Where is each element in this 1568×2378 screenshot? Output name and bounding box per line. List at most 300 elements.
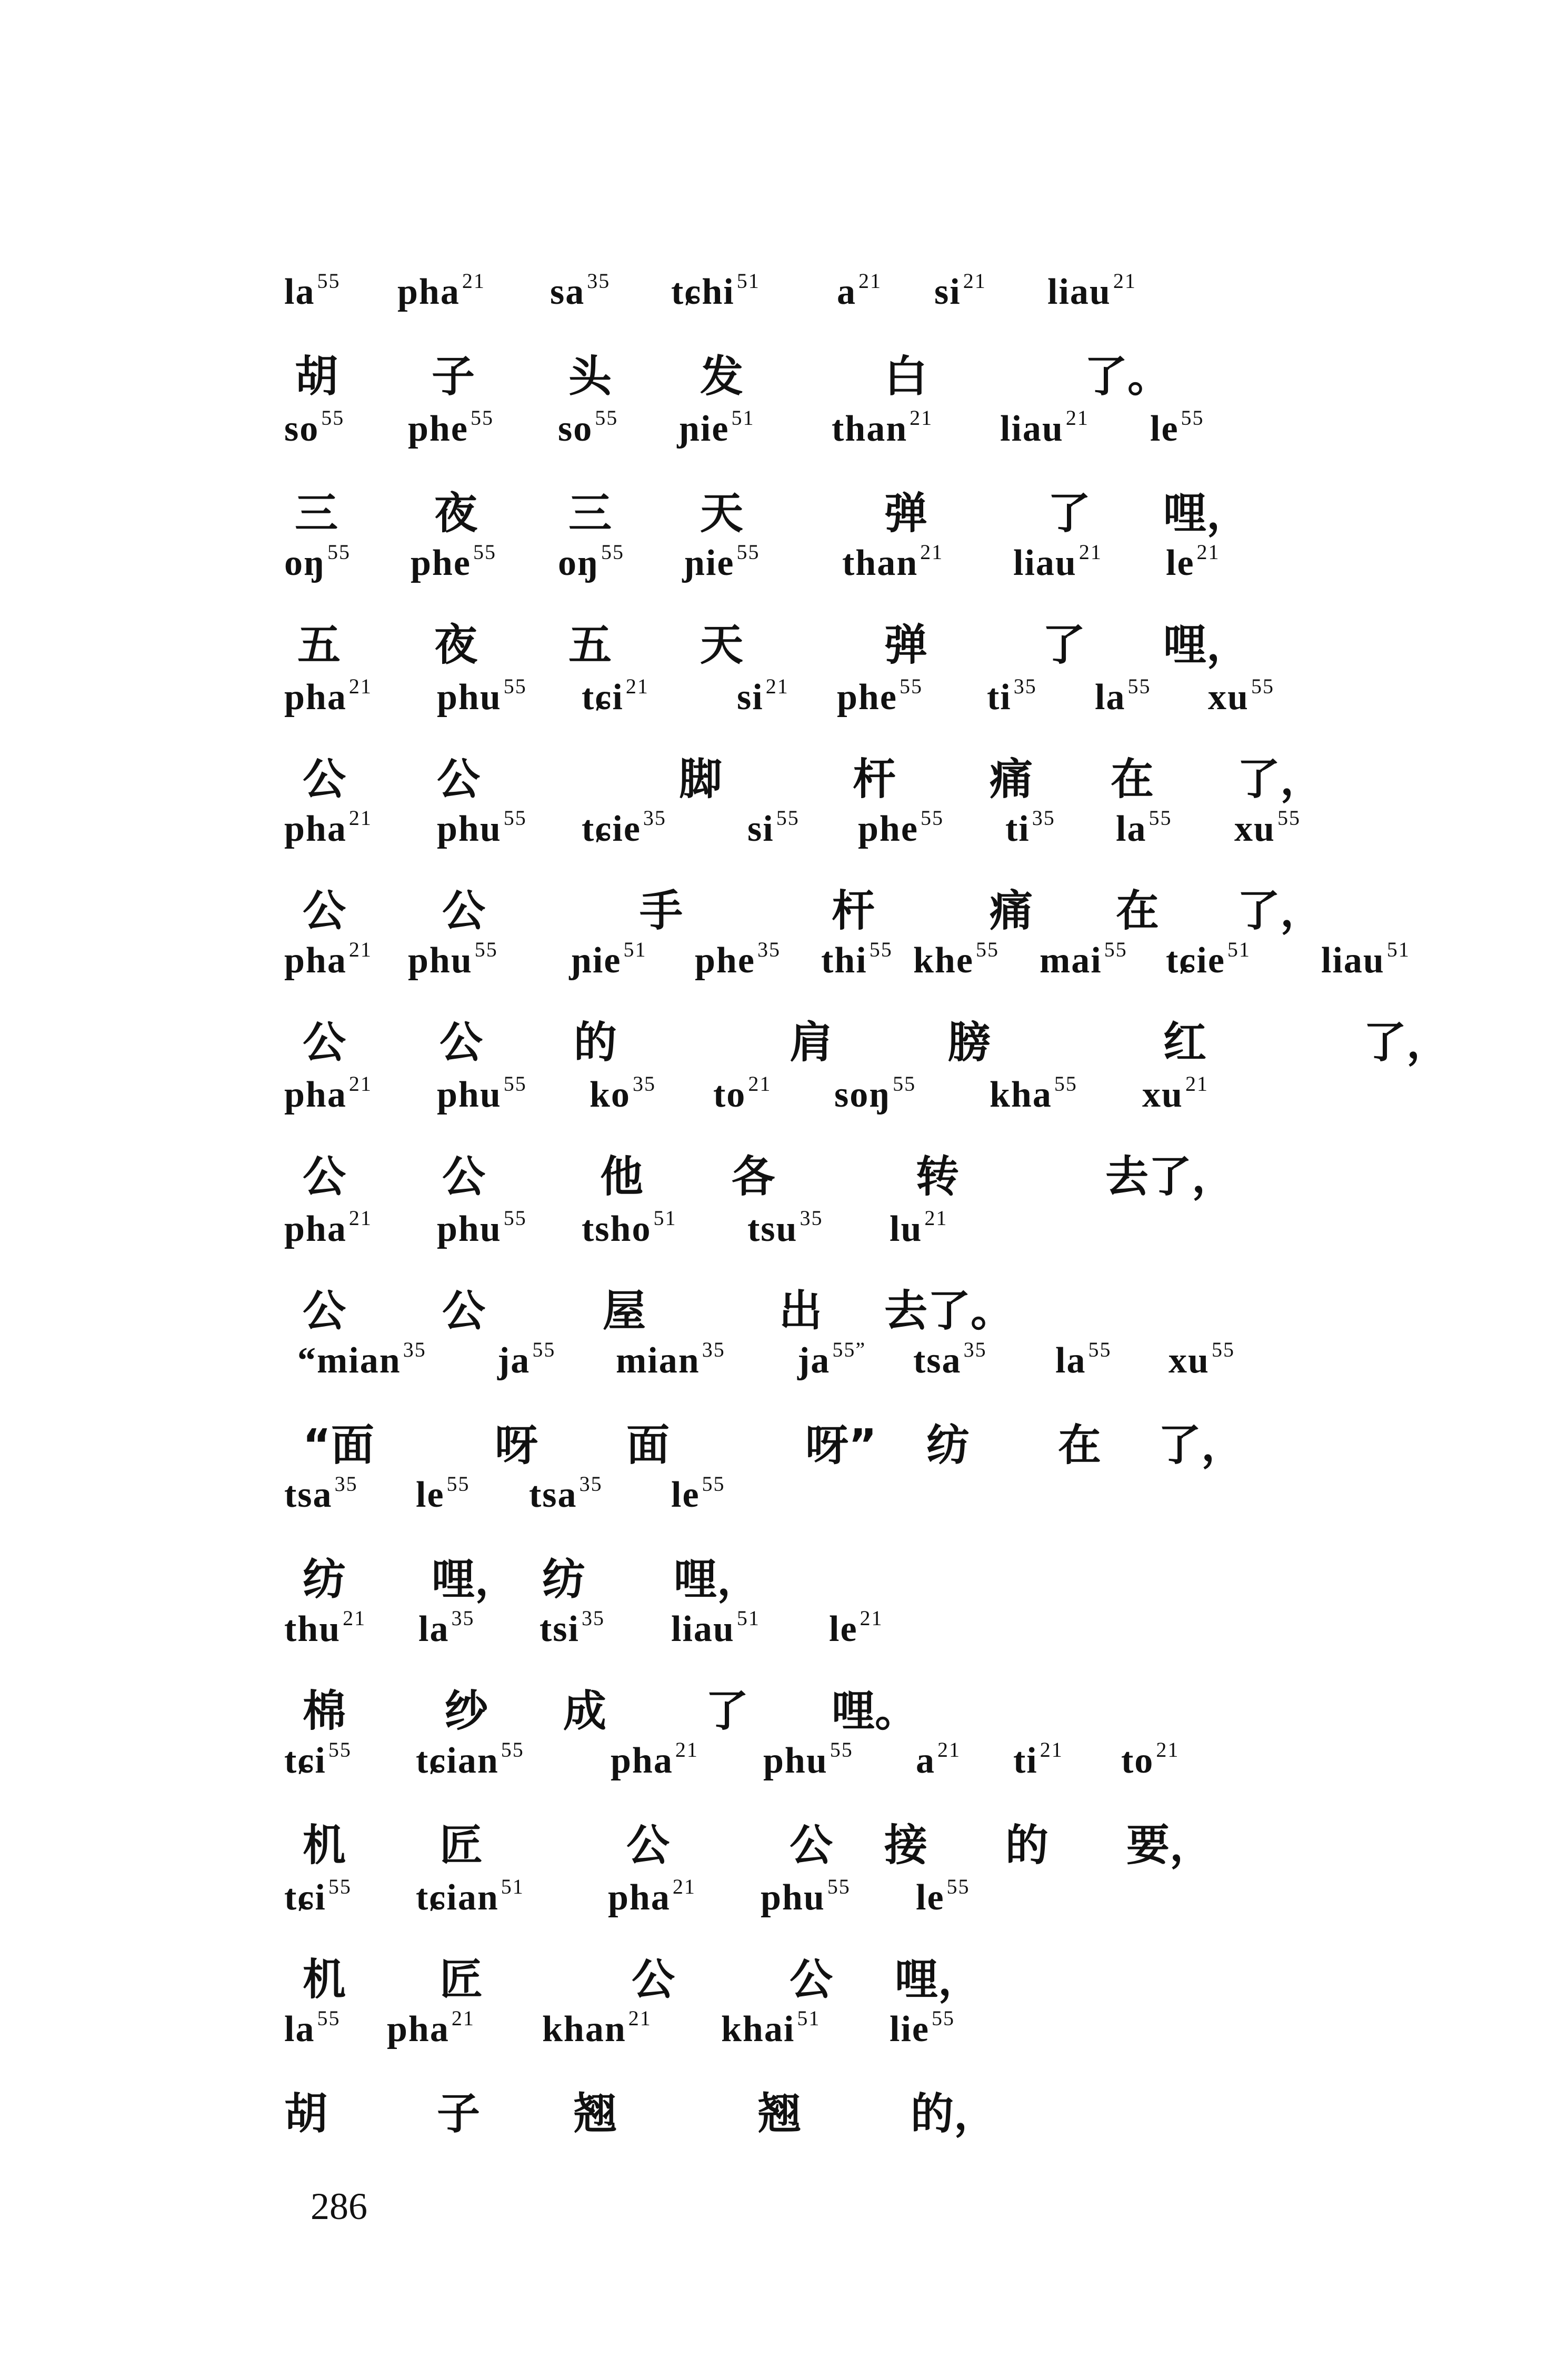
syllable xyxy=(590,1071,656,1116)
tone-number: 55 xyxy=(946,1875,970,1898)
tone-number: 55 xyxy=(702,1472,725,1496)
tone-number: 55 xyxy=(321,406,345,430)
gloss-word: 脚 xyxy=(679,754,723,804)
tone-number: 21 xyxy=(451,2006,475,2030)
syllable xyxy=(1150,405,1204,450)
tone-number: 55 xyxy=(503,674,527,698)
syllable xyxy=(284,540,351,584)
gloss-word: 手 xyxy=(640,886,683,936)
tone-number: 55 xyxy=(1104,938,1127,961)
tone-number: 51 xyxy=(653,1206,677,1230)
syllable-text: ɲie xyxy=(679,409,730,449)
syllable xyxy=(987,674,1037,719)
tone-number: 35 xyxy=(334,1472,358,1496)
syllable-text: xu xyxy=(1208,677,1249,718)
syllable-text: so xyxy=(284,409,319,449)
syllable xyxy=(284,1737,352,1782)
gloss-word: 纺 xyxy=(542,1555,586,1605)
syllable-text: tɕie xyxy=(1166,940,1225,981)
gloss-word: 发 xyxy=(700,352,744,402)
syllable-text: phu xyxy=(437,1074,502,1115)
gloss-word: 哩， xyxy=(674,1555,761,1605)
tone-number: 55 xyxy=(317,269,341,293)
syllable xyxy=(858,805,944,850)
syllable xyxy=(497,1337,555,1382)
gloss-word: 公 xyxy=(303,1152,346,1202)
tone-number: 55 xyxy=(503,1206,527,1230)
syllable-text: liau xyxy=(1000,409,1064,449)
syllable-text: ja xyxy=(497,1340,531,1381)
tone-number: 55 xyxy=(503,806,527,830)
gloss-word: 子 xyxy=(437,2089,481,2139)
tone-number: 55 xyxy=(1054,1072,1077,1096)
syllable-text: phu xyxy=(437,809,502,849)
tone-number: 35 xyxy=(757,938,781,961)
syllable xyxy=(1168,1337,1235,1382)
syllable xyxy=(1321,937,1410,982)
gloss-word: 了 xyxy=(1042,620,1086,670)
syllable-text: tsi xyxy=(540,1609,580,1649)
syllable-text: si xyxy=(747,809,774,849)
gloss-word: 公 xyxy=(303,754,346,804)
syllable xyxy=(1234,805,1301,850)
syllable xyxy=(284,674,372,719)
gloss-word: 了。 xyxy=(1084,352,1171,402)
syllable xyxy=(832,405,933,450)
tone-number: 21 xyxy=(625,674,649,698)
syllable xyxy=(684,540,760,584)
gloss-word: 弹 xyxy=(884,489,928,539)
gloss-word: 天 xyxy=(700,489,744,539)
syllable xyxy=(763,1737,853,1782)
tone-number: 21 xyxy=(858,269,882,293)
syllable-text: tɕi xyxy=(284,1740,326,1781)
syllable xyxy=(1005,805,1055,850)
syllable-text: tsho xyxy=(582,1209,652,1249)
syllable-text: so xyxy=(558,409,593,449)
syllable xyxy=(437,805,527,850)
gloss-word: 白 xyxy=(884,352,928,402)
gloss-word: 头 xyxy=(568,352,612,402)
syllable-text: pha xyxy=(284,1074,347,1115)
syllable xyxy=(1208,674,1274,719)
gloss-word: 的 xyxy=(574,1018,617,1068)
syllable xyxy=(284,2006,340,2051)
gloss-word: 公 xyxy=(790,1820,833,1870)
syllable-text: la xyxy=(284,2009,315,2049)
tone-number: 21 xyxy=(860,1606,883,1630)
syllable xyxy=(890,1206,947,1250)
gloss-word: 了 xyxy=(705,1686,749,1736)
syllable xyxy=(934,268,986,313)
syllable xyxy=(542,2006,652,2051)
tone-number: 51 xyxy=(736,1606,760,1630)
gloss-word: 公 xyxy=(632,1955,675,2005)
syllable-text: phu xyxy=(408,940,473,981)
syllable-text: thu xyxy=(284,1609,341,1649)
syllable-text: le xyxy=(1166,543,1195,583)
gloss-word: 哩。 xyxy=(832,1686,918,1736)
syllable xyxy=(284,805,372,850)
tone-number: 21 xyxy=(765,674,789,698)
tone-number: 35 xyxy=(582,1606,605,1630)
tone-number: 35 xyxy=(587,269,611,293)
tone-number: 55 xyxy=(470,406,494,430)
gloss-word: 机 xyxy=(303,1955,346,2005)
tone-number: 51 xyxy=(797,2006,821,2030)
tone-number: 55 xyxy=(328,1738,352,1762)
syllable-text: oŋ xyxy=(284,543,325,583)
syllable xyxy=(616,1337,725,1382)
tone-number: 35 xyxy=(451,1606,475,1630)
syllable-text: a xyxy=(837,272,856,312)
tone-number: 51 xyxy=(731,406,755,430)
gloss-word: 三 xyxy=(295,489,338,539)
syllable-text: phe xyxy=(408,409,468,449)
tone-number: 55 xyxy=(1211,1338,1235,1361)
gloss-word: 天 xyxy=(700,620,744,670)
tone-number: 55 xyxy=(601,540,624,564)
syllable-text: la xyxy=(284,272,315,312)
gloss-word: 公 xyxy=(303,886,346,936)
syllable xyxy=(1013,540,1102,584)
syllable-text: la xyxy=(1116,809,1147,849)
tone-number: 55 xyxy=(474,938,498,961)
gloss-word: 公 xyxy=(442,1152,486,1202)
tone-number: 55 xyxy=(975,938,999,961)
tone-number: 55 xyxy=(446,1472,470,1496)
tone-number: 21 xyxy=(628,2006,652,2030)
syllable-text: pha xyxy=(284,1209,347,1249)
gloss-word: 屋 xyxy=(603,1286,646,1336)
syllable-text: pha xyxy=(284,809,347,849)
gloss-word: 接 xyxy=(884,1820,928,1870)
syllable xyxy=(671,1471,725,1516)
syllable-text: le xyxy=(416,1475,445,1515)
gloss-word: 呀 xyxy=(495,1420,538,1470)
tone-number: 21 xyxy=(1185,1072,1209,1096)
syllable xyxy=(284,1206,372,1250)
gloss-word: 了 xyxy=(1047,489,1091,539)
syllable-text: la xyxy=(418,1609,450,1649)
tone-number: 21 xyxy=(1196,540,1220,564)
syllable xyxy=(1116,805,1172,850)
tone-number: 55 xyxy=(1251,674,1274,698)
syllable-text: mai xyxy=(1040,940,1102,981)
syllable-text: lie xyxy=(890,2009,930,2049)
gloss-word: 在 xyxy=(1058,1420,1102,1470)
syllable-text: lu xyxy=(890,1209,923,1249)
syllable xyxy=(416,1471,470,1516)
tone-number: 51 xyxy=(736,269,760,293)
syllable-text: pha xyxy=(611,1740,673,1781)
gloss-word: 棉 xyxy=(303,1686,346,1736)
gloss-word: 在 xyxy=(1111,754,1154,804)
tone-number: 21 xyxy=(1040,1738,1063,1762)
gloss-word: 要， xyxy=(1126,1820,1213,1870)
syllable-text: la xyxy=(1095,677,1126,718)
gloss-word: 哩， xyxy=(432,1555,518,1605)
syllable-text: phe xyxy=(837,677,897,718)
tone-number: 51 xyxy=(1386,938,1410,961)
syllable xyxy=(416,1737,524,1782)
gloss-word: 痛 xyxy=(990,886,1033,936)
tone-number: 55 xyxy=(532,1338,556,1361)
syllable xyxy=(913,937,999,982)
tone-number: 35 xyxy=(403,1338,426,1361)
syllable-text: khe xyxy=(913,940,974,981)
syllable xyxy=(671,268,760,313)
syllable-text: phu xyxy=(437,677,502,718)
tone-number: 55 xyxy=(869,938,893,961)
gloss-word: 成 xyxy=(563,1686,607,1736)
tone-number: 55 xyxy=(899,674,923,698)
gloss-word: 三 xyxy=(568,489,612,539)
tone-number: 21 xyxy=(348,674,372,698)
gloss-word: 的 xyxy=(1005,1820,1049,1870)
syllable xyxy=(437,674,527,719)
syllable xyxy=(408,937,498,982)
syllable-text: tɕhi xyxy=(671,272,735,312)
tone-number: 35 xyxy=(702,1338,725,1361)
gloss-word: 了， xyxy=(1237,886,1324,936)
gloss-word: 去了。 xyxy=(884,1286,1014,1336)
syllable-text: ti xyxy=(1013,1740,1038,1781)
syllable-text: tsa xyxy=(284,1475,333,1515)
tone-number: 21 xyxy=(675,1738,698,1762)
syllable xyxy=(1166,540,1220,584)
syllable-text: la xyxy=(1055,1340,1086,1381)
tone-number: 55 xyxy=(473,540,496,564)
syllable xyxy=(284,1071,372,1116)
gloss-word: 匠 xyxy=(440,1955,483,2005)
syllable xyxy=(837,674,923,719)
syllable xyxy=(582,805,666,850)
syllable xyxy=(284,937,372,982)
gloss-word: 纺 xyxy=(303,1555,346,1605)
syllable-text: phe xyxy=(411,543,471,583)
syllable-text: liau xyxy=(1013,543,1077,583)
gloss-word: 夜 xyxy=(434,620,478,670)
tone-number: 21 xyxy=(910,406,933,430)
syllable-text: thi xyxy=(821,940,867,981)
tone-number: 55 xyxy=(736,540,760,564)
syllable-text: liau xyxy=(1321,940,1385,981)
syllable xyxy=(990,1071,1077,1116)
syllable xyxy=(821,937,893,982)
tone-number: 55 xyxy=(893,1072,916,1096)
syllable-text: tɕi xyxy=(284,1877,326,1918)
syllable xyxy=(297,1337,426,1382)
syllable xyxy=(737,674,789,719)
tone-number: 21 xyxy=(348,938,372,961)
gloss-word: 胡 xyxy=(284,2089,328,2139)
gloss-word: 各 xyxy=(732,1152,775,1202)
syllable xyxy=(284,405,344,450)
gloss-word: 出 xyxy=(779,1286,823,1336)
syllable-text: phu xyxy=(437,1209,502,1249)
gloss-word: 了， xyxy=(1158,1420,1245,1470)
syllable-text: ti xyxy=(1005,809,1030,849)
syllable-text: tɕian xyxy=(416,1740,499,1781)
tone-number: 55 xyxy=(1127,674,1151,698)
gloss-word: 公 xyxy=(437,754,481,804)
syllable-text: soŋ xyxy=(834,1074,891,1115)
syllable-text: si xyxy=(737,677,764,718)
syllable xyxy=(747,1206,823,1250)
syllable xyxy=(418,1606,474,1650)
gloss-word: 公 xyxy=(442,1286,486,1336)
tone-number: 21 xyxy=(920,540,944,564)
tone-number: 55 xyxy=(503,1072,527,1096)
tone-number: 55 xyxy=(1148,806,1172,830)
syllable-text: pha xyxy=(397,272,460,312)
tone-number: 21 xyxy=(348,1072,372,1096)
tone-number: 21 xyxy=(462,269,485,293)
syllable xyxy=(890,2006,955,2051)
tone-number: 21 xyxy=(1113,269,1136,293)
syllable-text: pha xyxy=(608,1877,671,1918)
tone-number: 55 xyxy=(595,406,618,430)
syllable xyxy=(582,1206,676,1250)
gloss-word: 翘 xyxy=(574,2089,617,2139)
syllable xyxy=(713,1071,771,1116)
syllable xyxy=(747,805,800,850)
syllable xyxy=(416,1874,524,1919)
syllable xyxy=(411,540,496,584)
syllable xyxy=(916,1737,961,1782)
syllable xyxy=(571,937,646,982)
syllable-text: liau xyxy=(1047,272,1111,312)
tone-number: 55 xyxy=(317,2006,341,2030)
syllable xyxy=(550,268,610,313)
syllable-text: ja xyxy=(797,1340,831,1381)
syllable-text: khai xyxy=(721,2009,795,2049)
syllable xyxy=(408,405,494,450)
gloss-word: 翘 xyxy=(758,2089,802,2139)
syllable-text: le xyxy=(829,1609,858,1649)
syllable-text: pha xyxy=(387,2009,450,2049)
syllable xyxy=(671,1606,760,1650)
syllable xyxy=(1013,1737,1063,1782)
syllable-text: phe xyxy=(695,940,755,981)
tone-number: 55 xyxy=(920,806,944,830)
syllable xyxy=(829,1606,883,1650)
gloss-word: 的， xyxy=(911,2089,997,2139)
tone-number: 55 xyxy=(830,1738,853,1762)
tone-number: 35 xyxy=(963,1338,987,1361)
syllable xyxy=(284,1471,358,1516)
gloss-word: 杆 xyxy=(853,754,896,804)
syllable-text: xu xyxy=(1142,1074,1183,1115)
syllable xyxy=(437,1071,527,1116)
syllable xyxy=(761,1874,851,1919)
tone-number: 35 xyxy=(1032,806,1055,830)
tone-number: 55” xyxy=(832,1338,866,1361)
syllable xyxy=(558,405,618,450)
tone-number: 21 xyxy=(748,1072,772,1096)
gloss-word: 公 xyxy=(440,1018,483,1068)
gloss-word: 公 xyxy=(790,1955,833,2005)
syllable xyxy=(387,2006,475,2051)
tone-number: 21 xyxy=(937,1738,961,1762)
syllable-text: le xyxy=(916,1877,945,1918)
tone-number: 55 xyxy=(827,1875,851,1898)
syllable-text: tsa xyxy=(529,1475,577,1515)
gloss-word: 纱 xyxy=(445,1686,488,1736)
syllable xyxy=(611,1737,698,1782)
syllable-text: pha xyxy=(284,677,347,718)
syllable xyxy=(913,1337,987,1382)
gloss-word: 纺 xyxy=(926,1420,970,1470)
syllable xyxy=(797,1337,866,1382)
syllable xyxy=(1142,1071,1209,1116)
syllable xyxy=(916,1874,970,1919)
syllable-text: oŋ xyxy=(558,543,599,583)
gloss-word: 他 xyxy=(600,1152,644,1202)
syllable xyxy=(608,1874,696,1919)
syllable xyxy=(284,268,340,313)
tone-number: 21 xyxy=(348,806,372,830)
syllable-text: than xyxy=(832,409,908,449)
syllable xyxy=(1047,268,1136,313)
syllable-text: le xyxy=(671,1475,700,1515)
syllable-text: si xyxy=(934,272,961,312)
gloss-word: 公 xyxy=(303,1286,346,1336)
syllable-text: sa xyxy=(550,272,585,312)
syllable-text: xu xyxy=(1234,809,1275,849)
tone-number: 35 xyxy=(643,806,666,830)
syllable-text: liau xyxy=(671,1609,735,1649)
syllable-text: tɕie xyxy=(582,809,641,849)
gloss-word: 哩， xyxy=(1163,620,1250,670)
gloss-word: 面 xyxy=(626,1420,670,1470)
syllable xyxy=(529,1471,603,1516)
syllable xyxy=(1000,405,1089,450)
syllable-text: tsu xyxy=(747,1209,798,1249)
gloss-word: “面 xyxy=(303,1420,374,1470)
syllable-text: tɕi xyxy=(582,677,624,718)
gloss-word: 弹 xyxy=(884,620,928,670)
gloss-word: 五 xyxy=(568,620,612,670)
tone-number: 51 xyxy=(501,1875,524,1898)
tone-number: 55 xyxy=(328,1875,352,1898)
syllable-text: kha xyxy=(990,1074,1052,1115)
syllable-text: ko xyxy=(590,1074,631,1115)
syllable-text: ɲie xyxy=(684,543,735,583)
tone-number: 21 xyxy=(348,1206,372,1230)
syllable xyxy=(1040,937,1127,982)
gloss-word: 膀 xyxy=(947,1018,991,1068)
tone-number: 21 xyxy=(672,1875,696,1898)
syllable-text: ɲie xyxy=(571,940,622,981)
tone-number: 55 xyxy=(501,1738,524,1762)
syllable-text: phe xyxy=(858,809,918,849)
gloss-word: 在 xyxy=(1116,886,1160,936)
syllable-text: xu xyxy=(1168,1340,1210,1381)
tone-number: 35 xyxy=(632,1072,656,1096)
gloss-word: 公 xyxy=(626,1820,670,1870)
tone-number: 55 xyxy=(1277,806,1301,830)
syllable xyxy=(397,268,485,313)
syllable-text: ti xyxy=(987,677,1012,718)
gloss-word: 胡 xyxy=(295,352,338,402)
gloss-word: 痛 xyxy=(990,754,1033,804)
gloss-word: 转 xyxy=(916,1152,960,1202)
syllable-text: a xyxy=(916,1740,935,1781)
syllable xyxy=(834,1071,916,1116)
tone-number: 21 xyxy=(1065,406,1089,430)
